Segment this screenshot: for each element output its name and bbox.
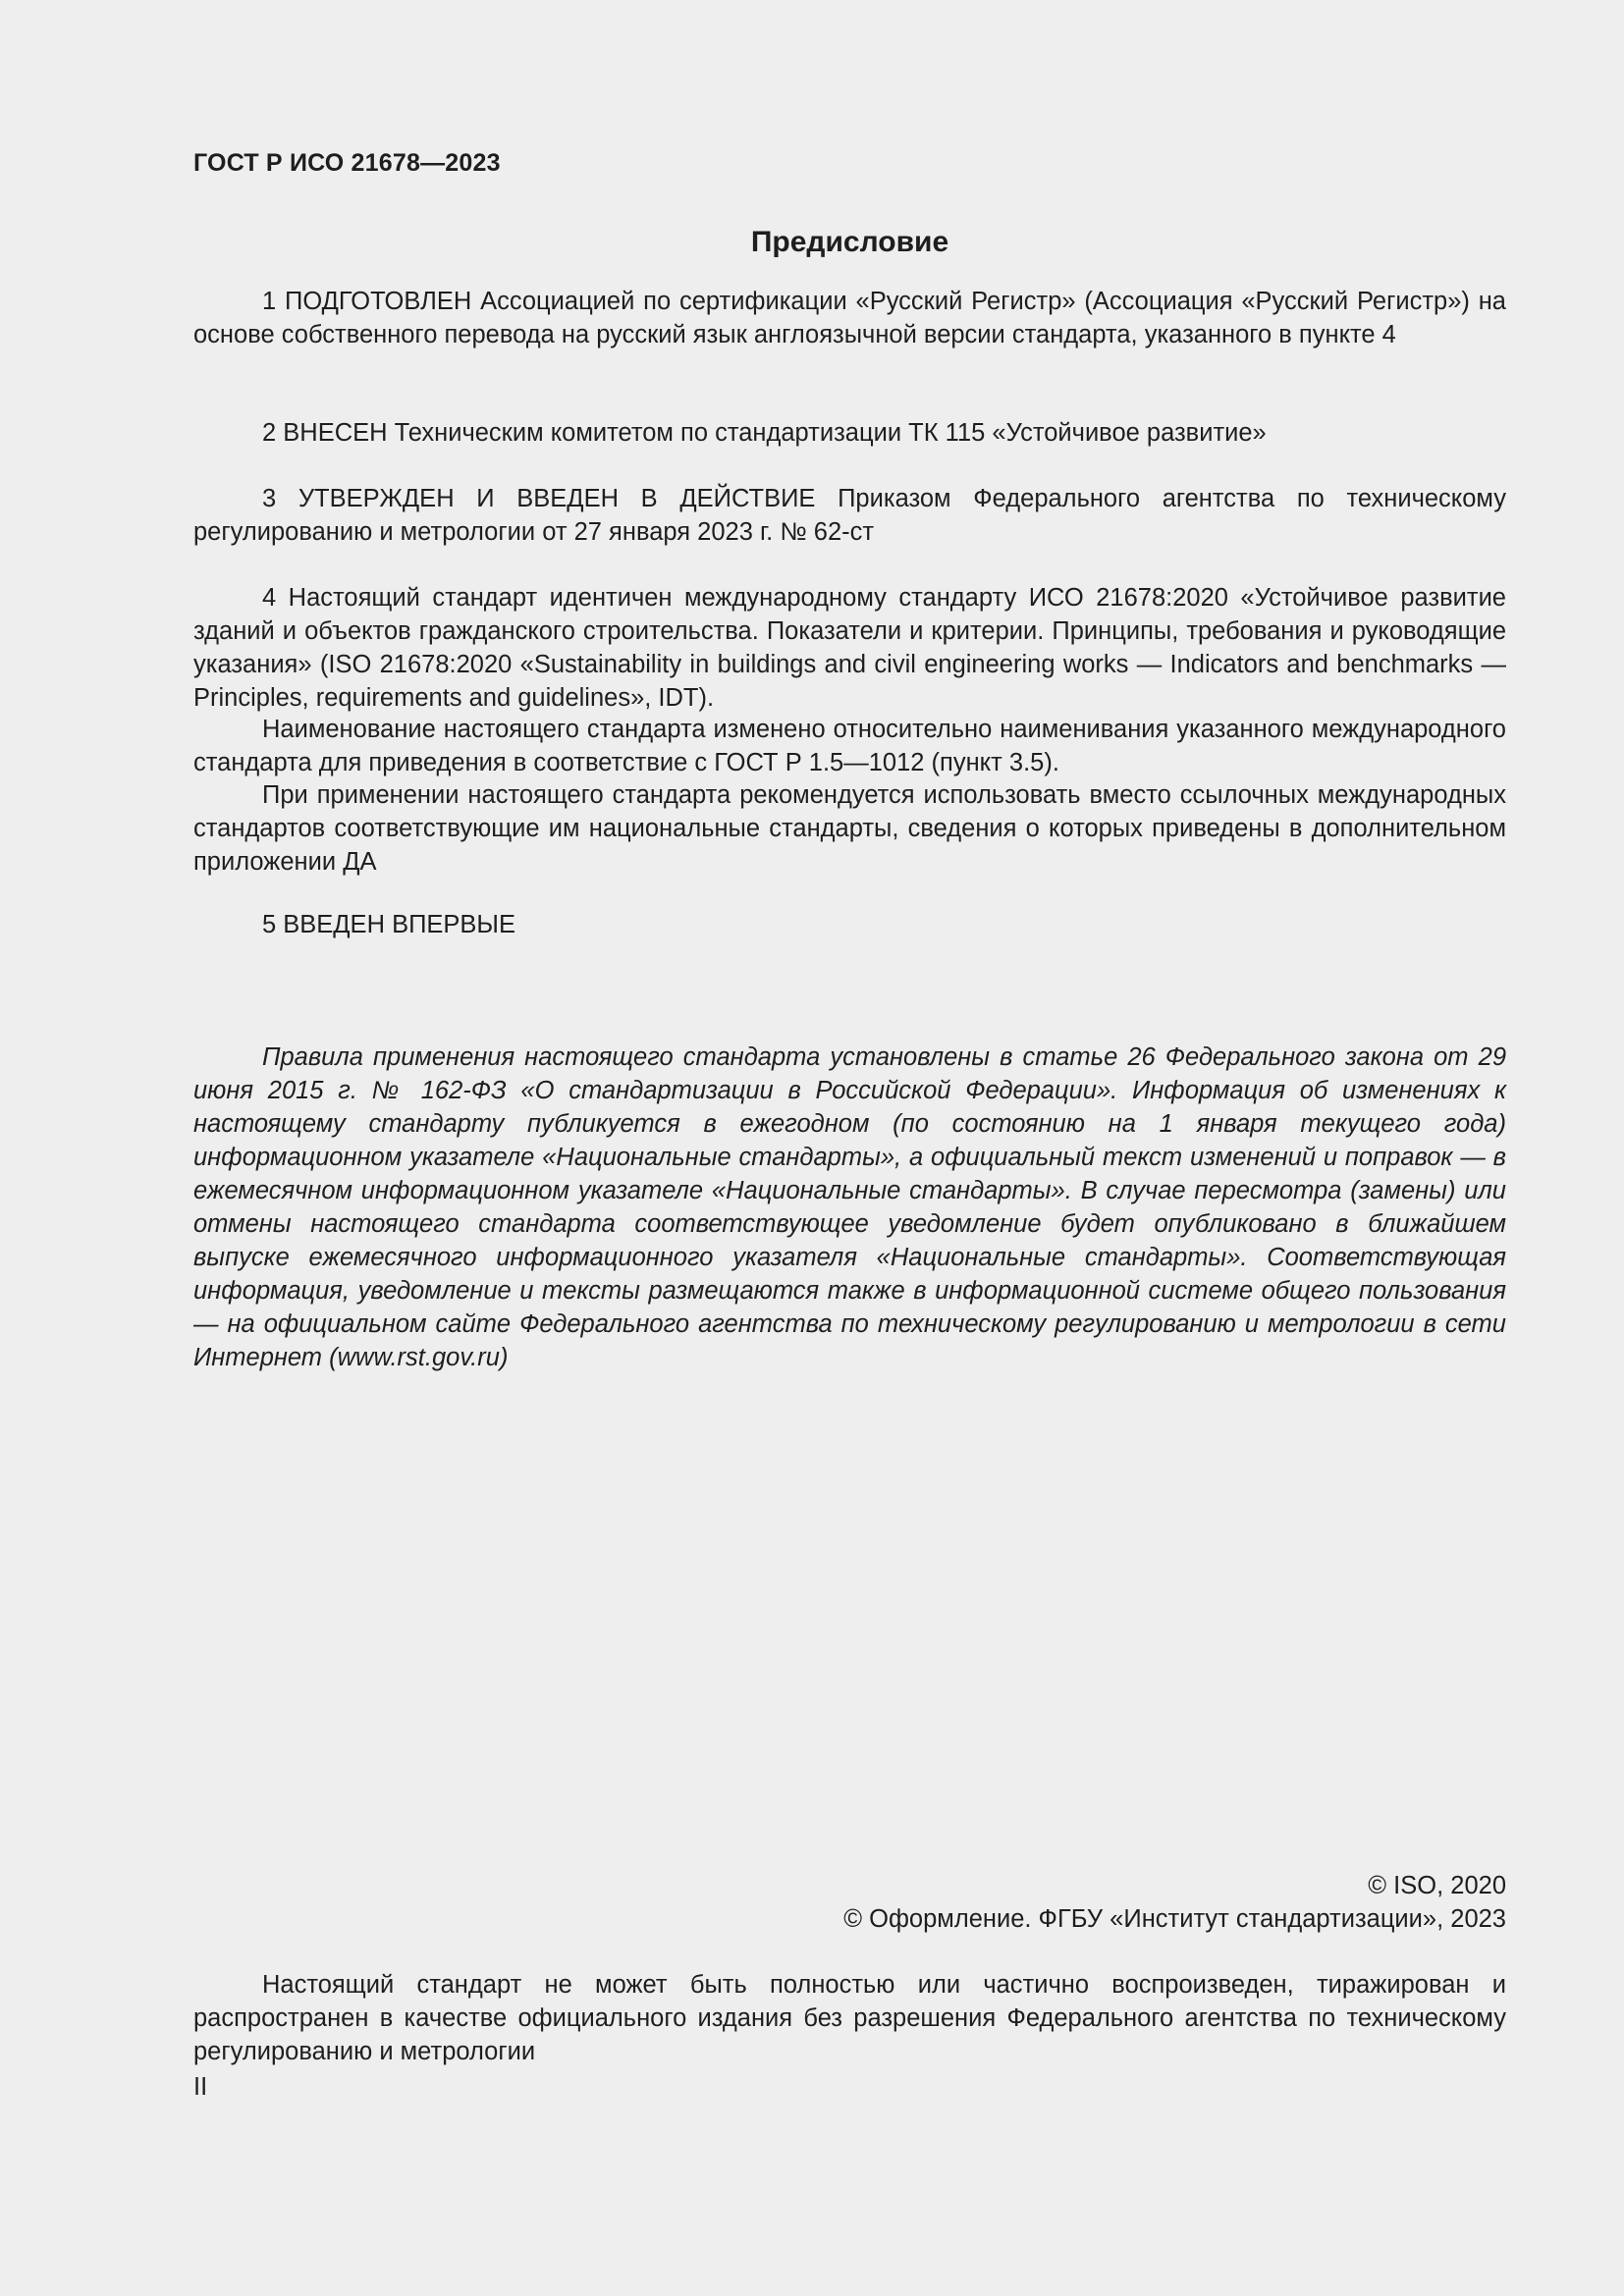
preface-item-4-name-note: Наименование настоящего стандарта изменено относительно наименивания указанного международного стандарта для приведения в соответствие с ГОСТ Р 1.5—1012 (пункт 3.5). xyxy=(193,716,1506,776)
page-number: II xyxy=(193,2073,208,2101)
preface-item-3: 3 УТВЕРЖДЕН И ВВЕДЕН В ДЕЙСТВИЕ Приказом Федерального агентства по техническому регулированию и метрологии от 27 января 2023 г. № 62-ст xyxy=(193,485,1506,546)
copyright-design: © Оформление. ФГБУ «Институт стандартизации», 2023 xyxy=(843,1905,1506,1933)
preface-item-4-references-note: При применении настоящего стандарта рекомендуется использовать вместо ссылочных международных стандартов соответствующие им национальные стандарты, сведения о которых приведены в дополнительном приложении ДА xyxy=(193,781,1506,876)
preface-item-4: 4 Настоящий стандарт идентичен международному стандарту ИСО 21678:2020 «Устойчивое развитие зданий и объектов гражданского строительства. Показатели и критерии. Принципы, требования и руководящие указания» (ISO 21678:2020 «Sustainability in buildings and civil engineering works — Indicators and benchmarks — Principles, requirements and guidelines», IDT). xyxy=(193,584,1506,712)
page-title: Предисловие xyxy=(750,226,949,258)
preface-item-1: 1 ПОДГОТОВЛЕН Ассоциацией по сертификации «Русский Регистр» (Ассоциация «Русский Регистр») на основе собственного перевода на русский язык англоязычной версии стандарта, указанного в пункте 4 xyxy=(193,288,1506,348)
document-page xyxy=(193,0,1506,2296)
reproduction-notice: Настоящий стандарт не может быть полностью или частично воспроизведен, тиражирован и распространен в качестве официального издания без разрешения Федерального агентства по техническому регулированию и метрологии xyxy=(193,1971,1506,2065)
standard-code-header: ГОСТ Р ИСО 21678—2023 xyxy=(193,149,501,177)
preface-item-5: 5 ВВЕДЕН ВПЕРВЫЕ xyxy=(262,911,516,938)
copyright-iso: © ISO, 2020 xyxy=(1368,1872,1506,1899)
preface-item-2: 2 ВНЕСЕН Техническим комитетом по стандартизации ТК 115 «Устойчивое развитие» xyxy=(262,419,1267,447)
rules-of-application-notice: Правила применения настоящего стандарта установлены в статье 26 Федерального закона от 29 июня 2015 г. № 162-ФЗ «О стандартизации в Российской Федерации». Информация об изменениях к настоящему стандарту публикуется в ежегодном (по состоянию на 1 января текущего года) информационном указателе «Национальные стандарты», а официальный текст изменений и поправок — в ежемесячном информационном указателе «Национальные стандарты». В случае пересмотра (замены) или отмены настоящего стандарта соответствующее уведомление будет опубликовано в ближайшем выпуске ежемесячного информационного указателя «Национальные стандарты». Соответствующая информация, уведомление и тексты размещаются также в информационной системе общего пользования — на официальном сайте Федерального агентства по техническому регулированию и метрологии в сети Интернет (www.rst.gov.ru) xyxy=(193,1043,1506,1371)
